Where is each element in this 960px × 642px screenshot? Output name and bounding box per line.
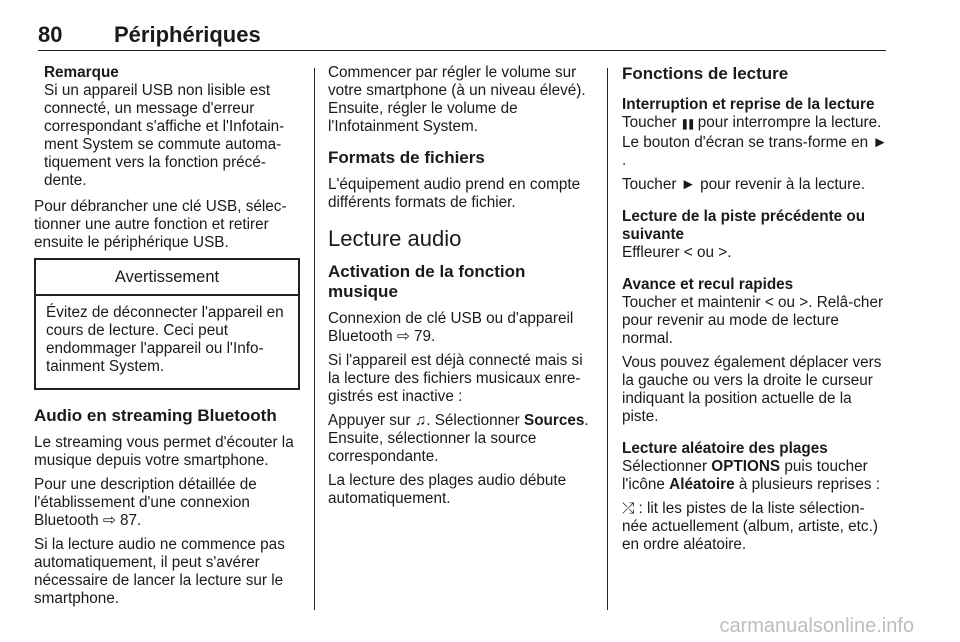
page-header [38,0,886,51]
paragraph-text: ou [778,294,796,311]
paragraph-text: : lit les pistes de la liste sélection-née actuellement (album, artiste, etc.) en ordre aléatoire. [622,500,878,553]
paragraph-text: . [622,152,627,169]
paragraph-text: puis toucher l'icône [622,458,868,493]
paragraph-text: pour revenir à la lecture. [700,176,866,193]
section-heading: Audio en streaming Bluetooth [34,406,277,425]
paragraph: Commencer par régler le volume sur votre smartphone (à un niveau élevé). Ensuite, régler le volume de l'Infotainment System. [328,64,586,135]
play-icon: ► [872,134,888,151]
warning-body: Évitez de déconnecter l'appareil en cours de lecture. Ceci peut endommager l'appareil ou l'Info-tainment System. [46,304,284,375]
bold-term: Aléatoire [669,476,735,493]
paragraph-text: Pour une description détaillée de l'établissement d'une connexion Bluetooth [34,476,257,529]
column-divider [314,68,315,610]
paragraph-text: Connexion de clé USB ou d'appareil Bluetooth [328,310,574,345]
paragraph: L'équipement audio prend en compte différents formats de fichier. [328,176,581,211]
paragraph-text: pour interrompre la lecture. Le bouton d'écran se trans-forme en [622,114,882,151]
paragraph-text: . Relâ-cher pour revenir au mode de lecture normal. [622,294,884,347]
section-heading: Formats de fichiers [328,148,485,167]
previous-icon: < [683,244,693,261]
subsection-heading: Lecture de la piste précédente ou suivante [622,208,866,243]
column-left [34,64,300,614]
paragraph [622,244,888,262]
paragraph-text: Sélectionner [622,458,708,475]
note-block [34,64,300,190]
warning-title: Avertissement [36,260,298,296]
previous-icon: < [764,294,774,311]
column-divider [607,68,608,610]
paragraph-text: . Sélectionner [426,412,520,429]
warning-box [34,258,300,390]
paragraph: Pour débrancher une clé USB, sélec-tionner une autre fonction et retirer ensuite le périphérique USB. [34,198,287,251]
subsection-heading: Avance et recul rapides [622,276,794,293]
paragraph-text: à plusieurs reprises : [738,476,880,493]
paragraph [34,476,300,530]
paragraph-text: Toucher et maintenir [622,294,761,311]
paragraph-text: Appuyer sur [328,412,411,429]
page-reference-arrow-icon: ⇨ [396,328,410,345]
paragraph: Si l'appareil est déjà connecté mais si la lecture des fichiers musicaux enre-gistrés est inactive : [328,352,583,405]
note-title: Remarque [44,64,119,81]
paragraph: Si la lecture audio ne commence pas automatiquement, il peut s'avérer nécessaire de lancer la lecture sur le smartphone. [34,536,285,607]
paragraph-text: . [727,244,732,261]
play-icon: ► [680,176,696,193]
paragraph: Vous pouvez également déplacer vers la gauche ou vers la droite le curseur indiquant la position actuelle de la piste. [622,354,882,425]
page-number: 80 [38,22,63,47]
paragraph [622,500,888,554]
paragraph [622,294,888,348]
shuffle-icon: ⤮ [622,500,635,517]
bold-term: OPTIONS [711,458,781,475]
paragraph [622,114,888,170]
paragraph: Le streaming vous permet d'écouter la musique depuis votre smartphone. [34,434,294,469]
paragraph [328,310,592,346]
page-reference: 79. [413,328,436,345]
paragraph-text: . Ensuite, sélectionner la source correspondante. [328,412,589,465]
chapter-heading: Lecture audio [328,226,462,251]
paragraph-text: Toucher [622,114,677,131]
column-middle [328,64,592,514]
page-title: Périphériques [114,22,261,47]
page-reference: 87. [119,512,142,529]
section-heading: Activation de la fonction musique [328,262,526,301]
note-body: Si un appareil USB non lisible est connecté, un message d'erreur correspondant s'affiche et l'Infotain-ment System se commute automa-tiquement vers la fonction précé-dente. [44,82,285,189]
paragraph [622,176,888,194]
subsection-heading: Lecture aléatoire des plages [622,440,828,457]
music-note-icon: ♫ [414,412,427,429]
page-reference-arrow-icon: ⇨ [102,512,116,529]
paragraph-text: Effleurer [622,244,680,261]
paragraph-text: Toucher [622,176,677,193]
bold-term: Sources [524,412,585,429]
paragraph: La lecture des plages audio débute automatiquement. [328,472,567,507]
paragraph [622,458,888,494]
subsection-heading: Interruption et reprise de la lecture [622,96,875,113]
column-right [622,64,888,560]
pause-icon: ❚❚ [680,119,694,130]
section-heading: Fonctions de lecture [622,64,789,83]
next-icon: > [718,244,728,261]
next-icon: > [799,294,809,311]
paragraph [328,412,592,466]
paragraph-text: ou [696,244,714,261]
watermark: carmanualsonline.info [719,615,914,637]
